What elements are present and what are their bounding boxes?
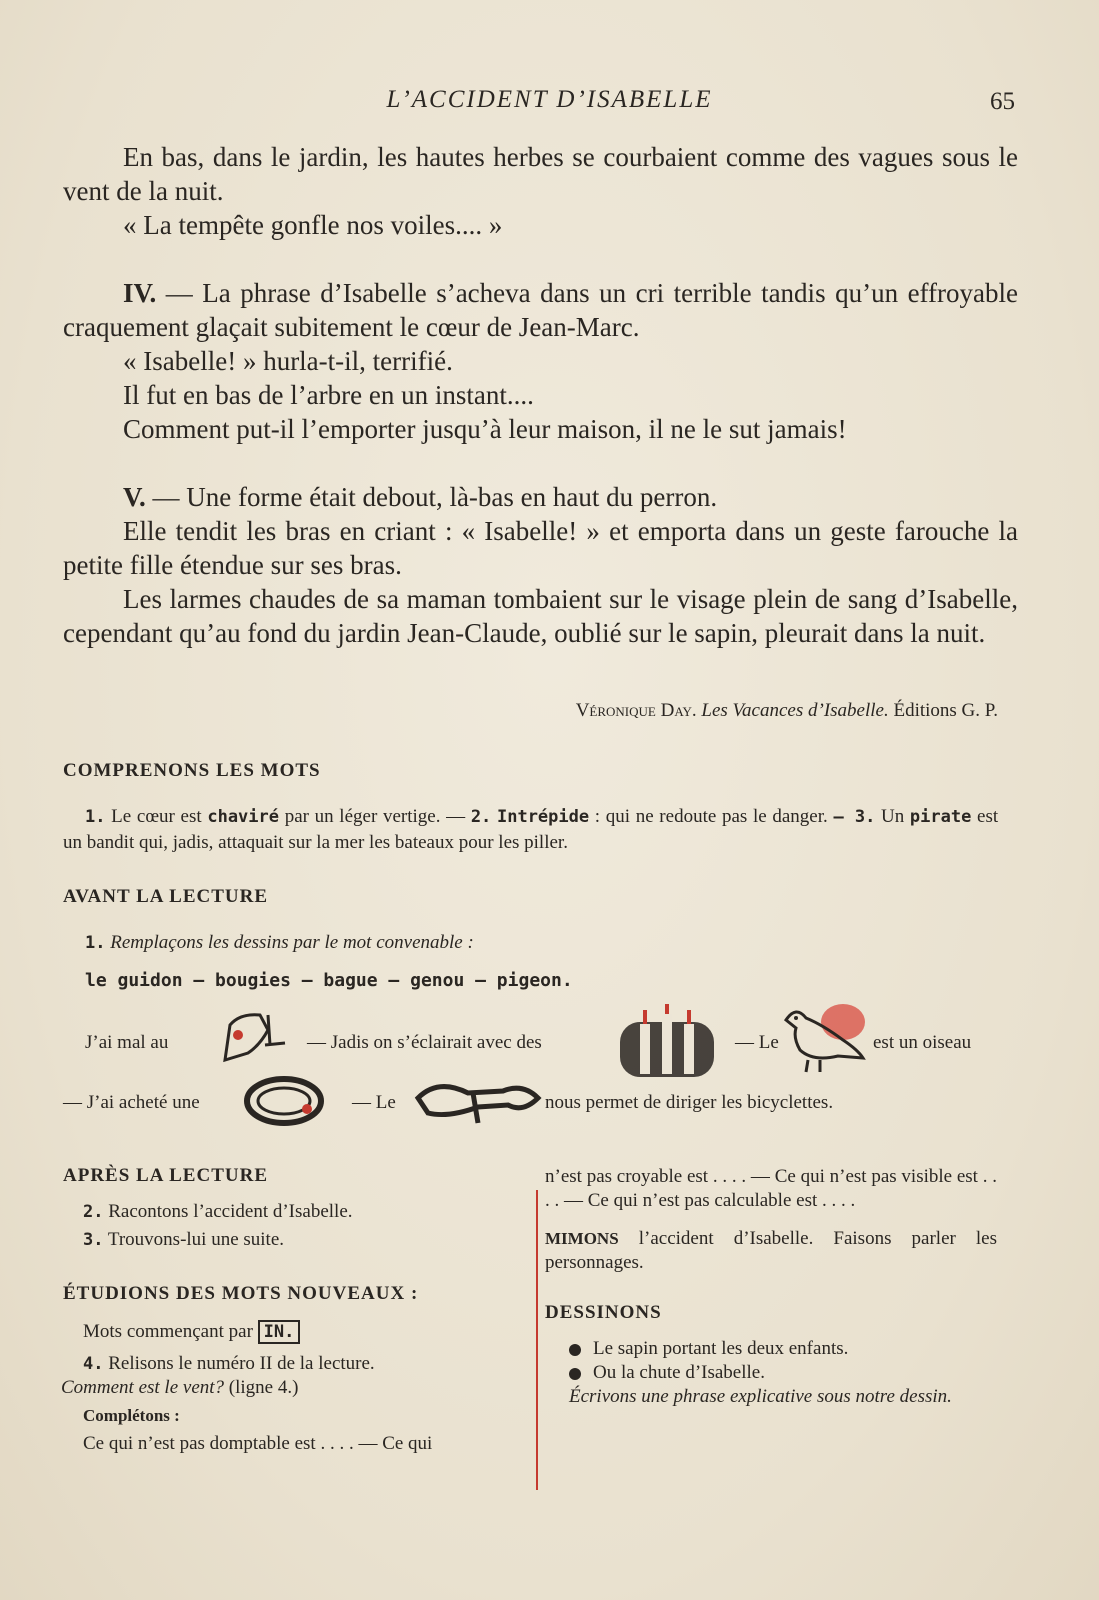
- sentence-4: est un oiseau: [873, 1032, 972, 1053]
- sentence-5: — J’ai acheté une: [63, 1092, 200, 1113]
- sentence-3: — Le: [735, 1032, 779, 1053]
- completons-label: Complétons :: [83, 1406, 180, 1425]
- comprenons-text: 1. Le cœur est chaviré par un léger vertige. — 2. Intrépide : qui ne redoute pas le danger. — 3. Un pirate est un bandit qui, jadis, attaquait sur la mer les bateaux pour les piller.: [63, 806, 999, 853]
- story-paragraph: Elle tendit les bras en criant : « Isabelle! » et emporta dans un geste farouche la petite fille étendue sur ses bras.: [63, 516, 1018, 580]
- candles-drawing: [612, 1002, 722, 1082]
- section-number: IV.: [123, 278, 157, 308]
- story-paragraph: IV. — La phrase d’Isabelle s’acheva dans un cri terrible tandis qu’un effroyable craquement glaçait subitement le cœur de Jean-Marc.: [63, 278, 1019, 342]
- apres-title: APRÈS LA LECTURE: [63, 1165, 268, 1186]
- ring-drawing: [243, 1073, 327, 1127]
- story-part-3: [63, 140, 1018, 242]
- etudions-title: ÉTUDIONS DES MOTS NOUVEAUX :: [63, 1283, 419, 1304]
- bullet-item: Ou la chute d’Isabelle.: [545, 1361, 997, 1385]
- completons-continued: n’est pas croyable est . . . . — Ce qui n’est pas visible est . . . . — Ce qui n’est pas calculable est . . . .: [545, 1166, 997, 1211]
- avant-instruction: 1. Remplaçons les dessins par le mot convenable :: [85, 932, 474, 953]
- sentence-7: nous permet de diriger les bicyclettes.: [545, 1092, 834, 1113]
- question: 3. Trouvons-lui une suite.: [83, 1229, 285, 1250]
- prefix-line: Mots commençant par IN.: [83, 1320, 513, 1344]
- word-list: le guidon — bougies — bague — genou — pigeon.: [85, 970, 573, 991]
- handlebar-drawing: [408, 1073, 548, 1128]
- story-paragraph: Comment put-il l’emporter jusqu’à leur maison, il ne le sut jamais!: [123, 414, 847, 444]
- right-column: [545, 1165, 997, 1409]
- bullet-icon: [569, 1344, 581, 1356]
- column-divider: [536, 1190, 538, 1490]
- sentence-1: J’ai mal au: [85, 1032, 169, 1053]
- sentence-6: — Le: [352, 1092, 396, 1113]
- story-paragraph: En bas, dans le jardin, les hautes herbes se courbaient comme des vagues sous le vent de la nuit.: [63, 142, 1018, 206]
- story-paragraph: V. — Une forme était debout, là-bas en haut du perron.: [123, 482, 718, 512]
- prefix-box: IN.: [258, 1320, 301, 1344]
- completons-line: Ce qui n’est pas domptable est . . . . — Ce qui: [83, 1433, 433, 1454]
- dessinons-instruction: Écrivons une phrase explicative sous notre dessin.: [569, 1386, 952, 1407]
- question-4: 4. Relisons le numéro II de la lecture.: [83, 1353, 375, 1374]
- pigeon-drawing: [778, 1000, 870, 1075]
- dessinons-title: DESSINONS: [545, 1302, 662, 1323]
- apres-questions: [83, 1200, 353, 1252]
- section-number: V.: [123, 482, 146, 512]
- story-paragraph: Il fut en bas de l’arbre en un instant....: [123, 380, 534, 410]
- question-4b: Comment est le vent? (ligne 4.): [61, 1377, 299, 1398]
- source-credit: Véronique Day. Les Vacances d’Isabelle. Éditions G. P.: [575, 700, 998, 721]
- question: 2. Racontons l’accident d’Isabelle.: [83, 1201, 353, 1222]
- mimons-text: MIMONS l’accident d’Isabelle. Faisons parler les personnages.: [545, 1228, 997, 1273]
- sentence-2: — Jadis on s’éclairait avec des: [307, 1032, 542, 1053]
- story-paragraph: « La tempête gonfle nos voiles.... »: [123, 210, 503, 240]
- story-part-5: [63, 480, 1018, 650]
- page-number: 65: [990, 88, 1015, 115]
- etudions-text: [61, 1320, 513, 1456]
- bullet-item: Le sapin portant les deux enfants.: [545, 1337, 997, 1361]
- avant-title: AVANT LA LECTURE: [63, 886, 269, 907]
- bullet-icon: [569, 1368, 581, 1380]
- story-part-4: [63, 276, 1018, 446]
- story-paragraph: Les larmes chaudes de sa maman tombaient sur le visage plein de sang d’Isabelle, cependant qu’au fond du jardin Jean-Claude, oublié sur le sapin, pleurait dans la nuit.: [63, 584, 1018, 648]
- story-paragraph: « Isabelle! » hurla-t-il, terrifié.: [123, 346, 453, 376]
- running-header: L’ACCIDENT D’ISABELLE: [386, 86, 713, 113]
- comprenons-title: COMPRENONS LES MOTS: [63, 760, 321, 781]
- knee-drawing: [220, 1005, 290, 1067]
